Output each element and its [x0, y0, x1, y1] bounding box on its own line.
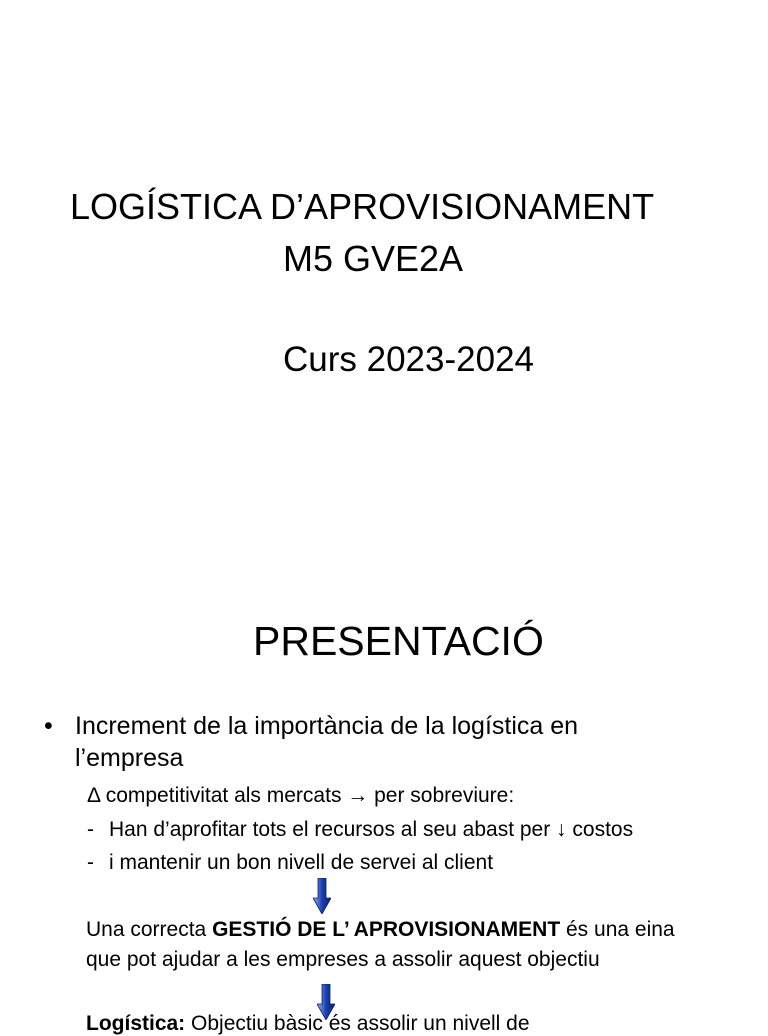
- down-arrow-icon: [313, 878, 331, 914]
- paragraph-aprovisionament: Una correcta GESTIÓ DE L’ APROVISIONAMENT és una eina: [86, 918, 675, 941]
- sub-intro: Δ competitivitat als mercats → per sobreviure:: [87, 784, 515, 807]
- bullet-text-line1: Increment de la importància de la logística en: [75, 712, 579, 740]
- sub-item-service: i mantenir un bon nivell de servei al client: [109, 851, 494, 874]
- paragraph-aprovisionament-line2: que pot ajudar a les empreses a assolir aquest objectiu: [86, 948, 600, 971]
- sub-item-costs: Han d’aprofitar tots el recursos al seu abast per ↓ costos: [109, 818, 634, 841]
- slide-subtitle: M5 GVE2A: [283, 238, 464, 279]
- dash-marker: -: [87, 818, 94, 841]
- paragraph-logistica: Logística: Objectiu bàsic és assolir un nivell de: [86, 1012, 530, 1035]
- bullet-text-line2: l’empresa: [75, 744, 184, 772]
- bullet-marker: •: [44, 712, 53, 740]
- slide-title: LOGÍSTICA D’APROVISIONAMENT: [70, 186, 655, 227]
- section-heading: PRESENTACIÓ: [253, 618, 544, 664]
- course-label: Curs 2023-2024: [283, 340, 534, 379]
- dash-marker: -: [87, 851, 94, 874]
